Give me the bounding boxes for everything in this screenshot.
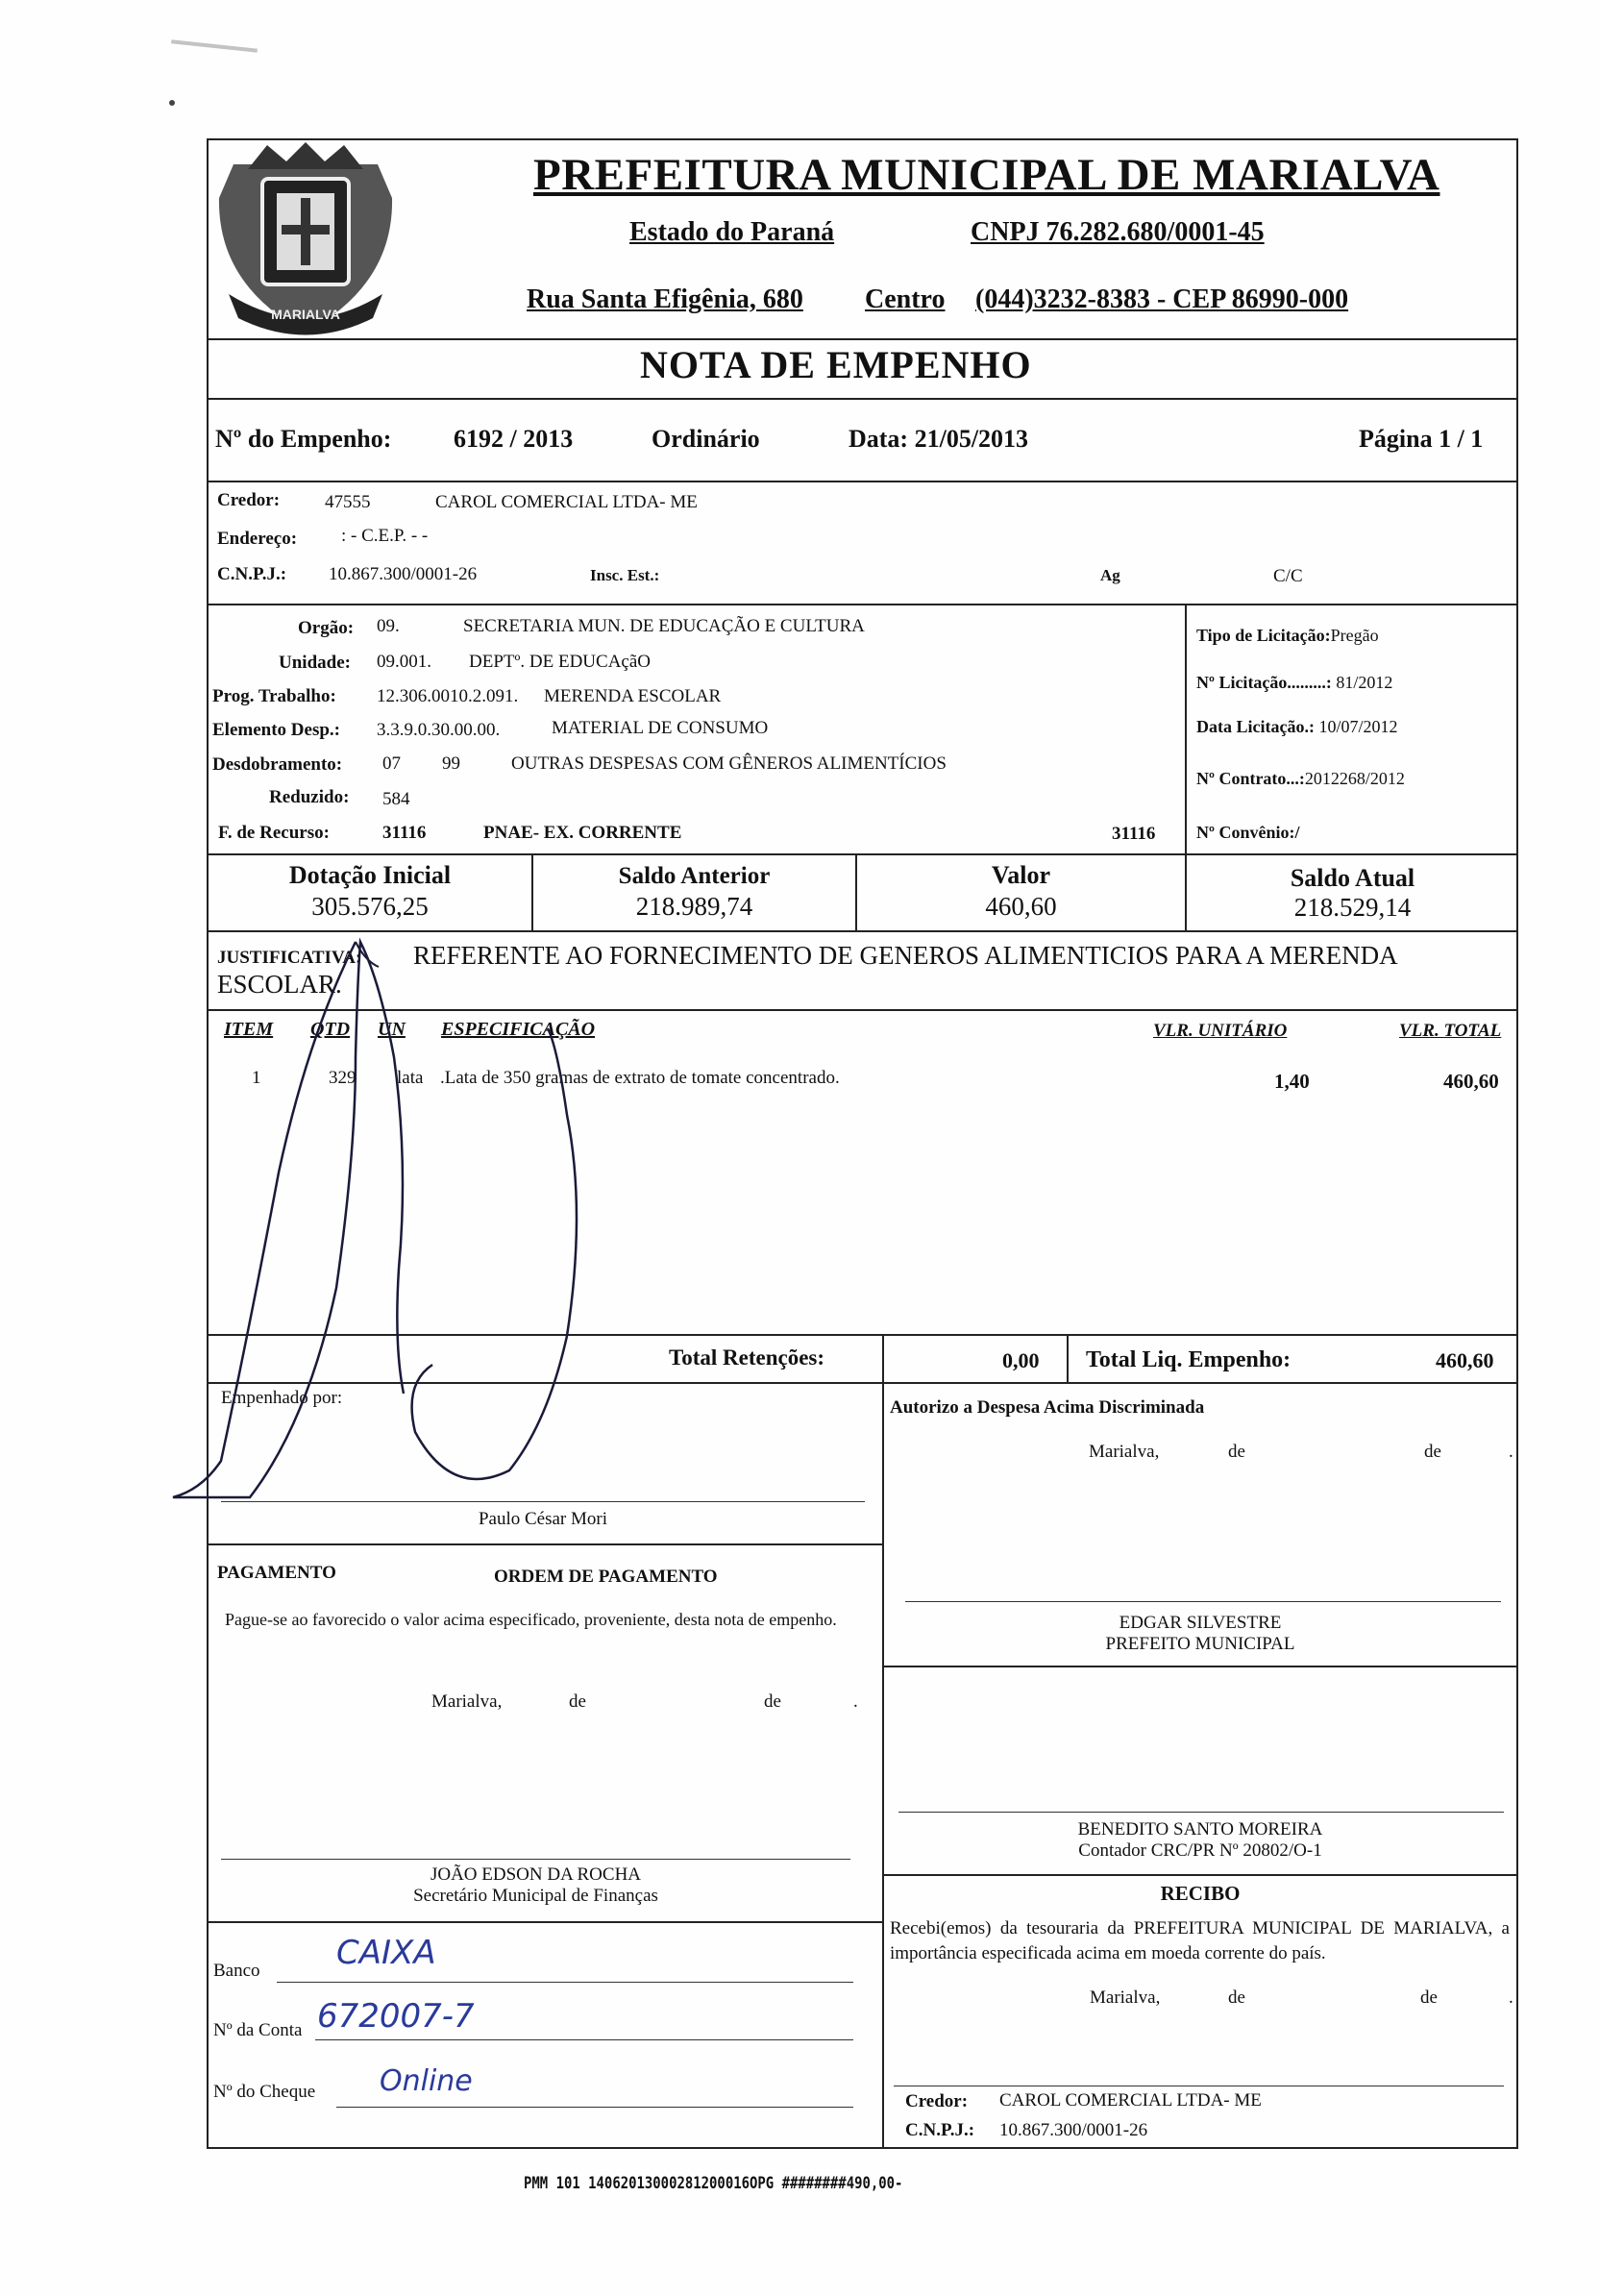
conta-line xyxy=(315,2039,853,2040)
pagamento-dot: . xyxy=(853,1691,858,1712)
prefeito-bottom xyxy=(882,1666,1518,1667)
address-label: Endereço: xyxy=(217,529,298,549)
cc-label: C/C xyxy=(1273,566,1303,586)
banco-label: Banco xyxy=(213,1961,260,1981)
recibo-de2: de xyxy=(1420,1987,1438,2008)
numero-licitacao: Nº Licitação.........: 81/2012 xyxy=(1196,673,1393,692)
autorizo-dot: . xyxy=(1509,1442,1513,1462)
recibo-title: RECIBO xyxy=(1160,1882,1241,1905)
contador-name: BENEDITO SANTO MOREIRA xyxy=(1077,1819,1323,1839)
recibo-cnpj-label: C.N.P.J.: xyxy=(905,2120,975,2140)
unidade-code: 09.001. xyxy=(377,652,431,672)
recibo-dot: . xyxy=(1509,1987,1513,2008)
desdobramento-a: 07 xyxy=(382,753,401,774)
data-licitacao: Data Licitação.: 10/07/2012 xyxy=(1196,717,1398,736)
pagamento-place: Marialva, xyxy=(431,1691,503,1712)
item-espec: .Lata de 350 gramas de extrato de tomate concentrado. xyxy=(440,1068,840,1088)
item-number: 1 xyxy=(252,1068,261,1088)
elemento-label: Elemento Desp.: xyxy=(212,720,340,740)
financas-signature-line xyxy=(221,1859,850,1860)
empenho-label: Nº do Empenho: xyxy=(215,425,392,453)
justificativa-label: JUSTIFICATIVA: xyxy=(217,948,362,968)
saldo-atual-label: Saldo Atual xyxy=(1290,864,1415,892)
col-item: ITEM xyxy=(224,1019,274,1040)
totals-divider-1 xyxy=(882,1334,884,1384)
municipal-seal-icon xyxy=(209,140,402,337)
prefeito-signature-line xyxy=(905,1601,1501,1602)
saldo-anterior-label: Saldo Anterior xyxy=(618,863,771,889)
saldo-atual-value: 218.529,14 xyxy=(1293,893,1412,922)
prog-code: 12.306.0010.2.091. xyxy=(377,686,519,706)
state-name: Estado do Paraná xyxy=(629,217,835,247)
phone-cep: (044)3232-8383 - CEP 86990-000 xyxy=(975,284,1349,314)
item-un: lata xyxy=(397,1068,424,1088)
contador-bottom xyxy=(882,1874,1518,1876)
cheque-line xyxy=(336,2107,853,2108)
col-vlr-unit: VLR. UNITÁRIO xyxy=(1153,1021,1288,1041)
ordem-pagamento-label: ORDEM DE PAGAMENTO xyxy=(494,1567,718,1587)
conta-value: 672007-7 xyxy=(317,1997,475,2036)
financas-name: JOÃO EDSON DA ROCHA xyxy=(430,1864,642,1885)
item-qtd: 329 xyxy=(329,1068,357,1088)
pagamento-bottom xyxy=(207,1921,882,1923)
orgao-label: Orgão: xyxy=(298,618,355,638)
prog-label: Prog. Trabalho: xyxy=(212,686,336,706)
insc-label: Insc. Est.: xyxy=(590,566,660,584)
credor-code: 47555 xyxy=(325,492,371,512)
recibo-de1: de xyxy=(1228,1987,1245,2008)
pagamento-de1: de xyxy=(569,1691,586,1712)
cnpj-value: 10.867.300/0001-26 xyxy=(329,564,478,584)
cnpj-header: CNPJ 76.282.680/0001-45 xyxy=(971,217,1265,247)
scan-mark xyxy=(171,39,258,52)
address-value: : - C.E.P. - - xyxy=(341,526,429,546)
unidade-label: Unidade: xyxy=(279,653,351,673)
cheque-label: Nº do Cheque xyxy=(213,2082,316,2102)
retencoes-value: 0,00 xyxy=(1002,1348,1040,1372)
saldo-anterior-value: 218.989,74 xyxy=(635,892,753,921)
empenhado-label: Empenhado por: xyxy=(221,1388,343,1408)
recurso-name: PNAE- EX. CORRENTE xyxy=(483,823,682,843)
col-vlr-total: VLR. TOTAL xyxy=(1399,1021,1502,1041)
retencoes-label: Total Retenções: xyxy=(669,1346,825,1370)
address: Rua Santa Efigênia, 680 xyxy=(527,284,803,314)
col-qtd: QTD xyxy=(310,1019,351,1040)
prefeitura-title: PREFEITURA MUNICIPAL DE MARIALVA xyxy=(533,150,1440,200)
banco-line xyxy=(277,1982,853,1983)
lower-divider xyxy=(882,1382,884,2149)
recibo-credor-label: Credor: xyxy=(905,2091,969,2111)
recurso-code: 31116 xyxy=(382,823,427,843)
credor-label: Credor: xyxy=(217,490,281,510)
unidade-name: DEPTº. DE EDUCAçãO xyxy=(469,652,651,672)
tipo-licitacao-label: Tipo de Licitação:Pregão xyxy=(1196,626,1379,645)
totals-divider-2 xyxy=(1067,1334,1069,1384)
financas-role: Secretário Municipal de Finanças xyxy=(413,1886,658,1906)
dotacao-value: 305.576,25 xyxy=(311,892,429,921)
ag-label: Ag xyxy=(1100,566,1120,584)
reduzido-label: Reduzido: xyxy=(269,787,350,807)
contador-role: Contador CRC/PR Nº 20802/O-1 xyxy=(1078,1840,1322,1861)
elemento-name: MATERIAL DE CONSUMO xyxy=(552,718,769,738)
empenho-number: 6192 / 2013 xyxy=(454,425,574,453)
recibo-credor-value: CAROL COMERCIAL LTDA- ME xyxy=(999,2090,1262,2111)
desdobramento-name: OUTRAS DESPESAS COM GÊNEROS ALIMENTÍCIOS xyxy=(511,753,947,774)
autorizo-place: Marialva, xyxy=(1089,1442,1160,1462)
prog-name: MERENDA ESCOLAR xyxy=(544,686,722,706)
district: Centro xyxy=(865,284,946,314)
desdobramento-label: Desdobramento: xyxy=(212,754,343,775)
scan-mark xyxy=(169,100,175,106)
prefeito-role: PREFEITO MUNICIPAL xyxy=(1105,1634,1295,1654)
dotacao-label: Dotação Inicial xyxy=(288,861,452,889)
empenhado-bottom xyxy=(207,1543,882,1545)
numero-convenio: Nº Convênio:/ xyxy=(1196,823,1300,842)
recurso-code2: 31116 xyxy=(1112,824,1156,844)
autorizo-de1: de xyxy=(1228,1442,1245,1462)
conta-label: Nº da Conta xyxy=(213,2020,303,2040)
col-un: UN xyxy=(378,1019,406,1040)
recibo-place: Marialva, xyxy=(1090,1987,1161,2008)
seal-text: MARIALVA xyxy=(271,307,340,322)
handwritten-signature xyxy=(163,923,625,1509)
pagamento-label: PAGAMENTO xyxy=(217,1563,336,1583)
orgao-name: SECRETARIA MUN. DE EDUCAÇÃO E CULTURA xyxy=(463,616,865,636)
item-vlr-total: 460,60 xyxy=(1443,1070,1499,1093)
banco-value: CAIXA xyxy=(336,1934,436,1972)
page-number: Página 1 / 1 xyxy=(1359,425,1484,453)
item-vlr-unit: 1,40 xyxy=(1274,1070,1310,1093)
prefeito-name: EDGAR SILVESTRE xyxy=(1119,1613,1282,1633)
numero-contrato: Nº Contrato...:2012268/2012 xyxy=(1196,769,1405,788)
elemento-code: 3.3.9.0.30.00.00. xyxy=(377,720,501,740)
autorizo-de2: de xyxy=(1424,1442,1441,1462)
valor-label: Valor xyxy=(991,861,1051,889)
pagamento-de2: de xyxy=(764,1691,781,1712)
budget-divider xyxy=(1185,604,1187,855)
col-espec: ESPECIFICAÇÃO xyxy=(441,1019,596,1040)
cheque-value: Online xyxy=(380,2064,473,2098)
justificativa-text: REFERENTE AO FORNECIMENTO DE GENEROS ALIMENTICIOS PARA A MERENDA xyxy=(413,941,1398,970)
desdobramento-b: 99 xyxy=(442,753,460,774)
document-title: NOTA DE EMPENHO xyxy=(640,343,1032,386)
recibo-cnpj-value: 10.867.300/0001-26 xyxy=(999,2120,1148,2140)
justificativa-text-2: ESCOLAR. xyxy=(217,970,342,999)
empenho-date: Data: 21/05/2013 xyxy=(849,425,1029,453)
liq-value: 460,60 xyxy=(1436,1348,1494,1372)
orgao-code: 09. xyxy=(377,616,400,636)
cnpj-label: C.N.P.J.: xyxy=(217,564,287,584)
valor-value: 460,60 xyxy=(985,892,1057,921)
recibo-text: Recebi(emos) da tesouraria da PREFEITURA MUNICIPAL DE MARIALVA, a importância especificada acima em moeda corrente do país. xyxy=(890,1918,1510,1963)
liq-label: Total Liq. Empenho: xyxy=(1086,1347,1292,1372)
footer-code: PMM 101 14062013000281200016OPG ########490,00- xyxy=(524,2174,903,2193)
empenhado-name: Paulo César Mori xyxy=(478,1509,608,1529)
empenho-type: Ordinário xyxy=(652,425,760,453)
credor-name: CAROL COMERCIAL LTDA- ME xyxy=(435,492,698,512)
reduzido-value: 584 xyxy=(382,789,410,809)
recurso-label: F. de Recurso: xyxy=(218,823,330,843)
pagamento-text: Pague-se ao favorecido o valor acima especificado, proveniente, desta nota de empenho. xyxy=(225,1610,837,1629)
autorizo-label: Autorizo a Despesa Acima Discriminada xyxy=(890,1397,1205,1418)
contador-signature-line xyxy=(898,1812,1504,1813)
